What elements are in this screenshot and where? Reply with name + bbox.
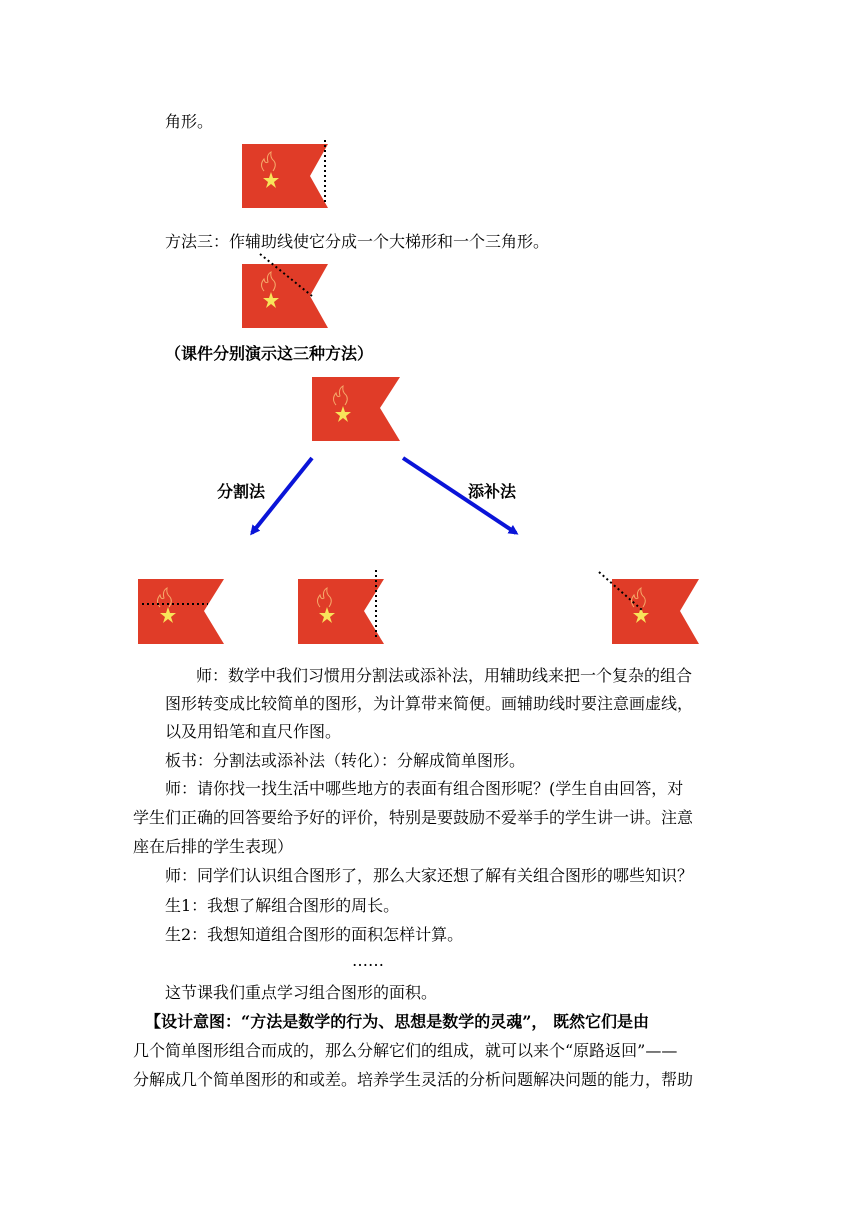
teacher-paragraph: 图形转变成比较简单的图形，为计算带来简便。画辅助线时要注意画虚线， xyxy=(165,694,694,713)
design-intent: 分解成几个简单图形的和或差。培养学生灵活的分析问题解决问题的能力，帮助 xyxy=(133,1070,694,1089)
fill-method-label: 添补法 xyxy=(468,482,517,501)
flag-figure-center xyxy=(310,375,405,447)
teacher-paragraph: 以及用铅笔和直尺作图。 xyxy=(165,722,342,741)
design-intent-quote: “方法是数学的行为、思想是数学的灵魂”， 既然它们是由 xyxy=(241,1012,649,1031)
teacher-question: 师：同学们认识组合图形了，那么大家还想了解有关组合图形的哪些知识？ xyxy=(165,866,694,885)
flag-figure-method2 xyxy=(240,140,335,215)
flag-figure-method3 xyxy=(240,258,335,333)
flag-icon xyxy=(612,579,699,644)
text-line: 方法三：作辅助线使它分成一个大梯形和一个三角形。 xyxy=(165,232,550,251)
teacher-question: 师：请你找一找生活中哪些地方的表面有组合图形呢？(学生自由回答，对 xyxy=(165,779,684,798)
ellipsis: …… xyxy=(352,951,384,970)
flag-figure-fill xyxy=(596,570,706,650)
teacher-question: 学生们正确的回答要给予好的评价，特别是要鼓励不爱举手的学生讲一讲。注意 xyxy=(133,808,694,827)
design-intent: 几个简单图形组合而成的，那么分解它们的组成，就可以来个“原路返回”—— xyxy=(133,1041,678,1060)
board-writing: 板书：分割法或添补法（转化）：分解成简单图形。 xyxy=(165,751,526,770)
flag-icon xyxy=(138,579,224,644)
student-answer: 生1：我想了解组合图形的周长。 xyxy=(165,896,400,915)
teacher-question: 座在后排的学生表现） xyxy=(133,837,294,856)
courseware-note: （课件分别演示这三种方法） xyxy=(165,344,374,363)
flag-icon xyxy=(242,144,328,208)
split-method-label: 分割法 xyxy=(217,482,266,501)
teacher-paragraph: 师：数学中我们习惯用分割法或添补法，用辅助线来把一个复杂的组合 xyxy=(196,666,693,685)
text-line: 角形。 xyxy=(165,112,214,131)
design-intent xyxy=(145,1012,649,1032)
flag-figure-split-vertical xyxy=(296,570,391,650)
design-intent-heading: 【设计意图： xyxy=(145,1012,242,1031)
flag-icon xyxy=(298,579,384,644)
lesson-focus: 这节课我们重点学习组合图形的面积。 xyxy=(165,983,438,1002)
flag-icon xyxy=(312,377,400,441)
student-answer: 生2：我想知道组合图形的面积怎样计算。 xyxy=(165,925,464,944)
flag-figure-split-horizontal xyxy=(136,575,231,650)
